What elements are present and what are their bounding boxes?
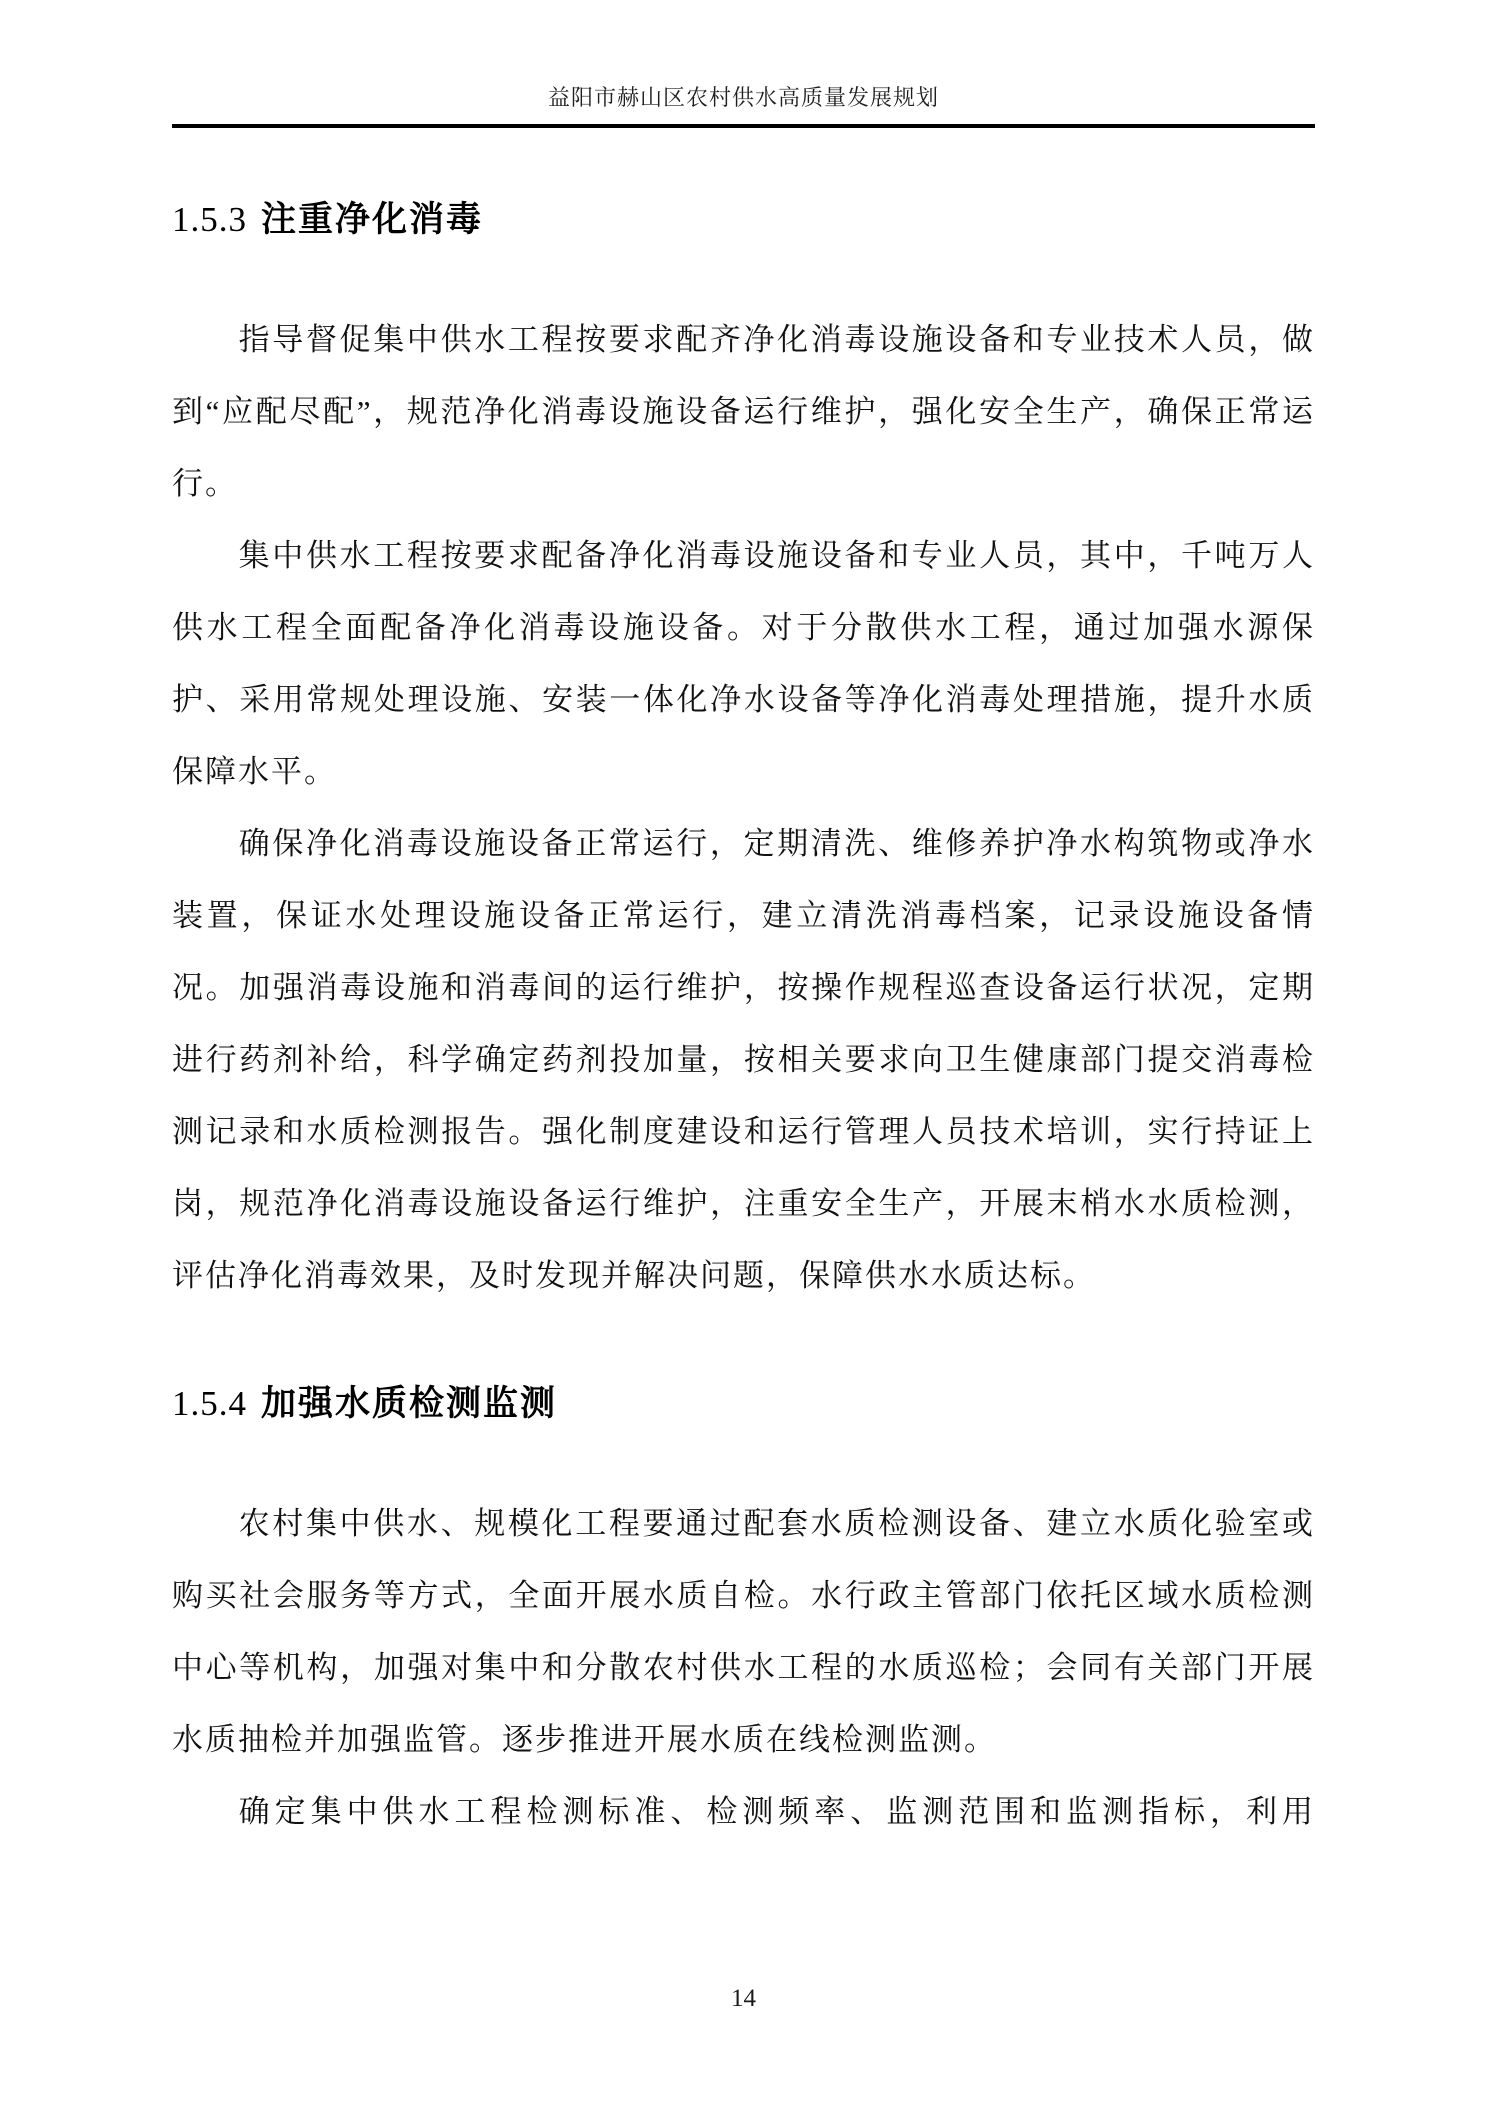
section-heading-1-5-3: [172, 198, 1315, 242]
paragraph: 集中供水工程按要求配备净化消毒设施设备和专业人员，其中，千吨万人供水工程全面配备净化消毒设施设备。对于分散供水工程，通过加强水源保护、采用常规处理设施、安装一体化净水设备等净化消毒处理措施，提升水质保障水平。: [172, 538, 1315, 789]
page-number: 14: [731, 1985, 756, 2012]
section-number: 1.5.3: [172, 200, 247, 239]
section-title: 注重净化消毒: [261, 200, 484, 239]
paragraph: 农村集中供水、规模化工程要通过配套水质检测设备、建立水质化验室或购买社会服务等方式，全面开展水质自检。水行政主管部门依托区域水质检测中心等机构，加强对集中和分散农村供水工程的水质巡检；会同有关部门开展水质抽检并加强监管。逐步推进开展水质在线检测监测。: [172, 1506, 1315, 1757]
section-number: 1.5.4: [172, 1384, 247, 1423]
header-title: 益阳市赫山区农村供水高质量发展规划: [547, 85, 939, 110]
paragraph-continued: 确定集中供水工程检测标准、检测频率、监测范围和监测指标，利用: [238, 1794, 1315, 1829]
section-title: 加强水质检测监测: [261, 1384, 558, 1423]
section-heading-1-5-4: [172, 1382, 1315, 1426]
page-footer: [0, 1985, 1487, 2013]
page-header: [172, 0, 1315, 128]
document-body: [172, 198, 1315, 1848]
paragraph: 指导督促集中供水工程按要求配齐净化消毒设施设备和专业技术人员，做到“应配尽配”，规范净化消毒设施设备运行维护，强化安全生产，确保正常运行。: [172, 322, 1315, 501]
paragraph: 确保净化消毒设施设备正常运行，定期清洗、维修养护净水构筑物或净水装置，保证水处理设施设备正常运行，建立清洗消毒档案，记录设施设备情况。加强消毒设施和消毒间的运行维护，按操作规程巡查设备运行状况，定期进行药剂补给，科学确定药剂投加量，按相关要求向卫生健康部门提交消毒检测记录和水质检测报告。强化制度建设和运行管理人员技术培训，实行持证上岗，规范净化消毒设施设备运行维护，注重安全生产，开展末梢水水质检测，评估净化消毒效果，及时发现并解决问题，保障供水水质达标。: [172, 826, 1315, 1293]
